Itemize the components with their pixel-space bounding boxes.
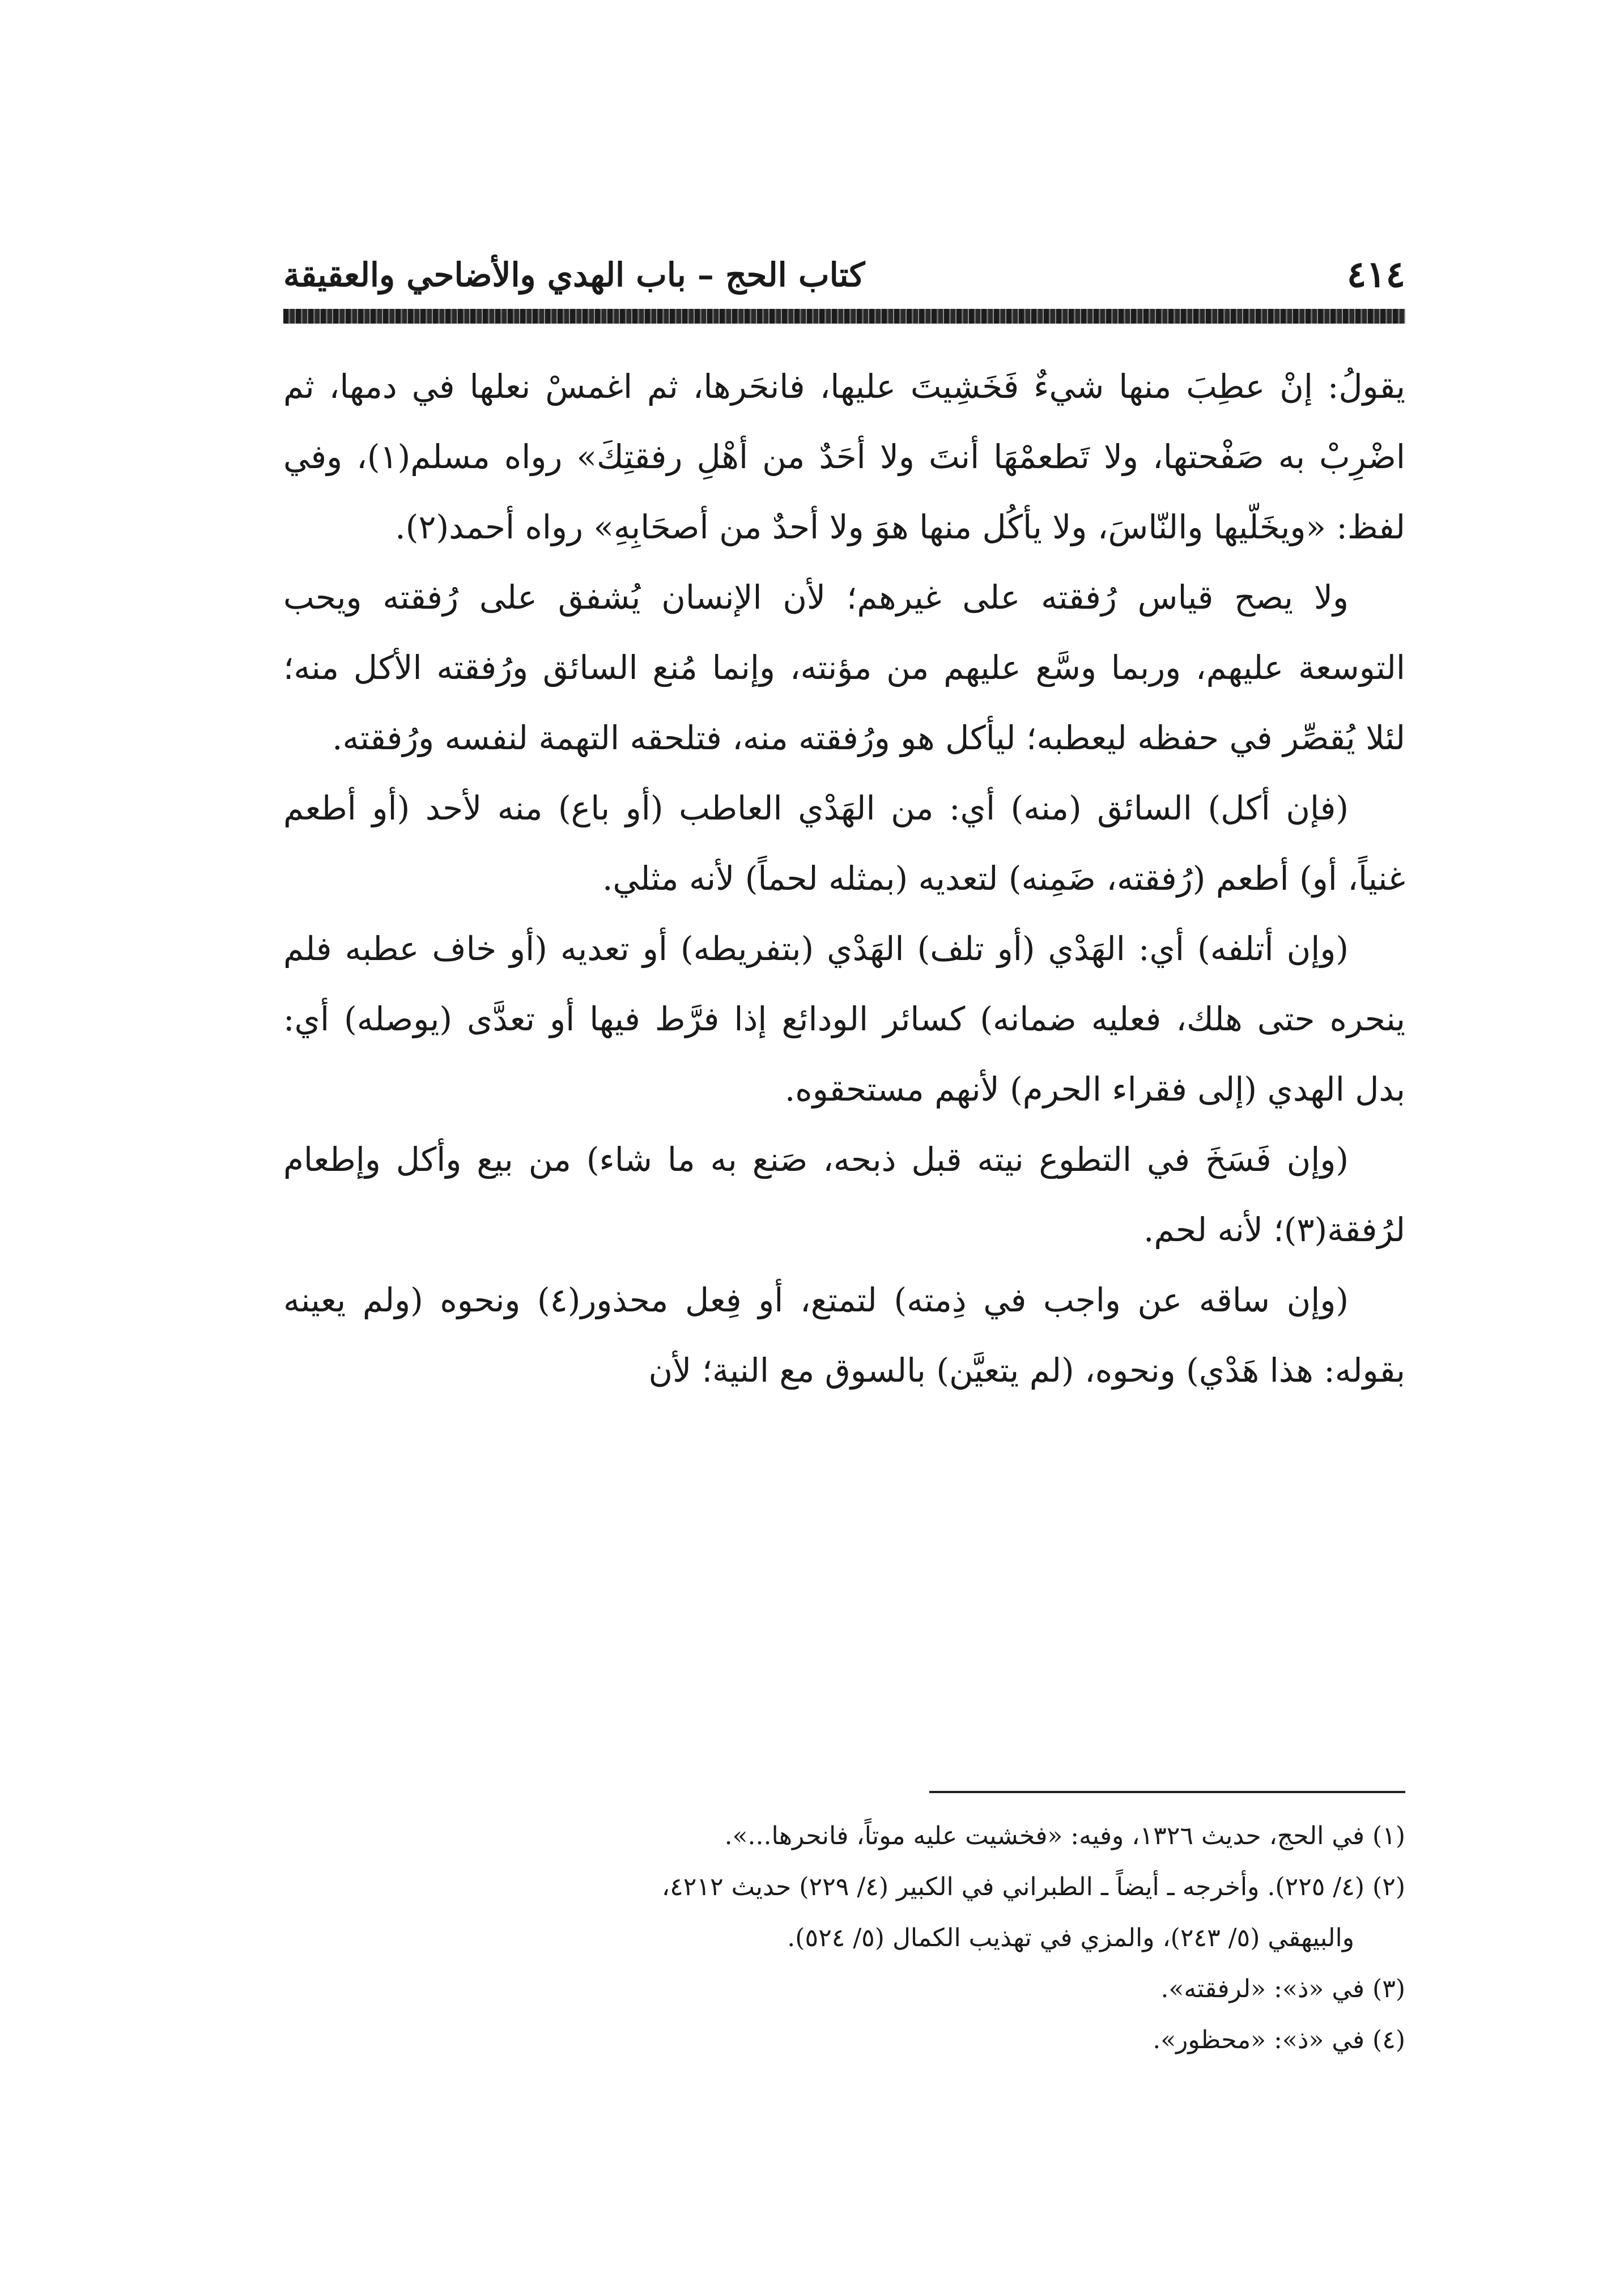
paragraph: ولا يصح قياس رُفقته على غيرهم؛ لأن الإنسان يُشفق على رُفقته ويحب التوسعة عليهم، وربما وسَّع عليهم من مؤنته، وإنما مُنع السائق ورُفقته الأكل منه؛ لئلا يُقصِّر في حفظه ليعطبه؛ ليأكل هو ورُفقته منه، فتلحقه التهمة لنفسه ورُفقته. xyxy=(283,578,1405,757)
footnote: (٣) في «ذ»: «لرفقته». xyxy=(1160,1974,1405,2003)
paragraph: (فإن أكل) السائق (منه) أي: من الهَدْي العاطب (أو باع) منه لأحد (أو أطعم غنياً، أو) أطعم (رُفقته، ضَمِنه) لتعديه (بمثله لحماً) لأنه مثلي. xyxy=(283,789,1405,898)
footnote: (٢) (٤/ ٢٢٥). وأخرجه ـ أيضاً ـ الطبراني في الكبير (٤/ ٢٢٩) حديث ٤٢١٢، xyxy=(661,1872,1405,1901)
paragraph: (وإن فَسَخَ في التطوع نيته قبل ذبحه، صَنع به ما شاء) من بيع وأكل وإطعام لرُفقة(٣)؛ لأنه لحم. xyxy=(283,1140,1405,1249)
footnote: (٤) في «ذ»: «محظور». xyxy=(1153,2026,1405,2054)
paragraph: يقولُ: إنْ عطِبَ منها شيءٌ فَخَشِيتَ عليها، فانحَرها، ثم اغمسْ نعلها في دمها، ثم اضْرِبْ به صَفْحتها، ولا تَطعمْهَا أنتَ ولا أحَدٌ من أهْلِ رفقتِكَ» رواه مسلم(١)، وفي لفظ: «ويخَلّيها والنّاسَ، ولا يأكُل منها هوَ ولا أحدٌ من أصحَابِهِ» رواه أحمد(٢). xyxy=(283,367,1405,546)
paragraph: (وإن ساقه عن واجب في ذِمته) لتمتع، أو فِعل محذور(٤) ونحوه (ولم يعينه بقوله: هذا هَدْي) ونحوه، (لم يتعيَّن) بالسوق مع النية؛ لأن xyxy=(283,1281,1405,1390)
page-number: ٤١٤ xyxy=(1346,253,1405,296)
header-rule xyxy=(283,309,1405,324)
running-title: كتاب الحج – باب الهدي والأضاحي والعقيقة xyxy=(283,256,865,294)
footnotes xyxy=(283,1811,1405,2066)
footnote-continuation: والبيهقي (٥/ ٢٤٣)، والمزي في تهذيب الكمال (٥/ ٥٢٤). xyxy=(787,1923,1354,1952)
page-header xyxy=(283,249,1405,300)
footnote: (١) في الحج، حديث ١٣٢٦، وفيه: «فخشيت عليه موتاً، فانحرها...». xyxy=(724,1821,1405,1850)
paragraph: (وإن أتلفه) أي: الهَدْي (أو تلف) الهَدْي (بتفريطه) أو تعديه (أو خاف عطبه فلم ينحره حتى هلك، فعليه ضمانه) كسائر الودائع إذا فرَّط فيها أو تعدَّى (يوصله) أي: بدل الهدي (إلى فقراء الحرم) لأنهم مستحقوه. xyxy=(283,929,1405,1109)
main-text xyxy=(283,351,1405,1405)
footnote-rule xyxy=(929,1791,1405,1793)
